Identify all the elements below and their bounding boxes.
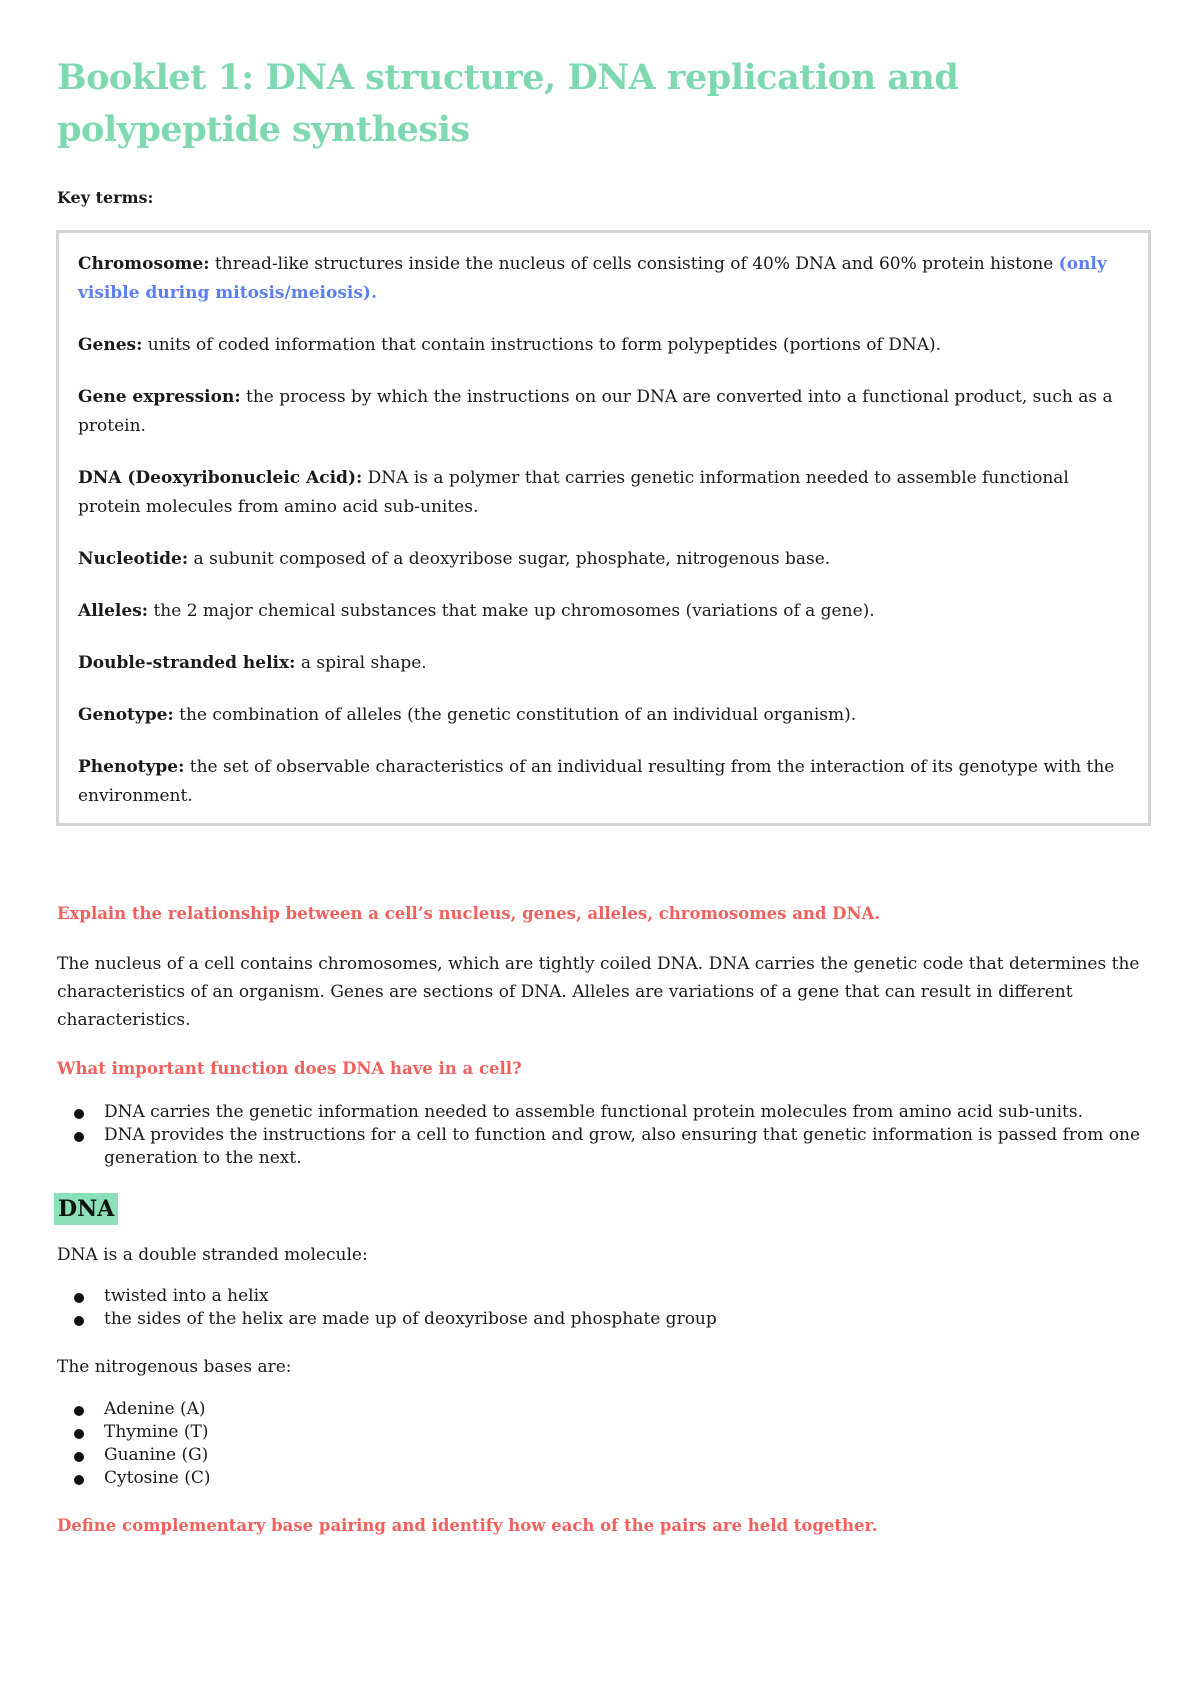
term-phenotype (78, 753, 1130, 811)
dna-section-heading-wrap (57, 1193, 1152, 1225)
list-item: the sides of the helix are made up of deoxyribose and phosphate group (57, 1308, 1152, 1331)
key-terms-label: Key terms: (57, 188, 154, 207)
term-definition: the set of observable characteristics of an individual resulting from the interaction of its genotype with the environment. (78, 757, 1115, 806)
list-item: Guanine (G) (57, 1444, 1152, 1467)
term-alleles (78, 597, 1130, 626)
document-page (57, 52, 1152, 1539)
term-genes (78, 331, 1130, 360)
dna-intro: DNA is a double stranded molecule: (57, 1245, 368, 1265)
bullet-icon (74, 1109, 84, 1119)
term-note: (only visible during mitosis/meiosis). (78, 254, 1107, 303)
term-name: Genotype: (78, 705, 174, 725)
term-name: Phenotype: (78, 757, 185, 777)
bases-list (57, 1398, 1152, 1490)
question-dna-function: What important function does DNA have in a cell? (57, 1059, 522, 1078)
term-nucleotide (78, 545, 1130, 574)
term-definition: units of coded information that contain instructions to form polypeptides (portions of DNA). (142, 335, 942, 355)
list-item: DNA provides the instructions for a cell to function and grow, also ensuring that genetic information is passed from one generation to the next. (57, 1124, 1152, 1170)
bullet-icon (74, 1429, 84, 1439)
term-double-stranded-helix (78, 649, 1130, 678)
bullet-icon (74, 1406, 84, 1416)
dna-structure-list (57, 1285, 1152, 1331)
question-relationship: Explain the relationship between a cell’s nucleus, genes, alleles, chromosomes and DNA. (57, 904, 881, 923)
dna-function-list (57, 1101, 1152, 1170)
term-name: Chromosome: (78, 254, 210, 274)
bullet-icon (74, 1452, 84, 1462)
list-item: DNA carries the genetic information needed to assemble functional protein molecules from amino acid sub-units. (57, 1101, 1152, 1124)
list-item: twisted into a helix (57, 1285, 1152, 1308)
term-definition: the process by which the instructions on our DNA are converted into a functional product, such as a protein. (78, 387, 1113, 436)
bullet-icon (74, 1316, 84, 1326)
term-definition: a spiral shape. (295, 653, 427, 673)
term-name: Double-stranded helix: (78, 653, 296, 673)
term-name: Gene expression: (78, 387, 241, 407)
bullet-icon (74, 1132, 84, 1142)
term-definition: thread-like structures inside the nucleus of cells consisting of 40% DNA and 60% protein histone (209, 254, 1059, 274)
bullet-icon (74, 1293, 84, 1303)
list-item: Cytosine (C) (57, 1467, 1152, 1490)
term-definition: the 2 major chemical substances that make up chromosomes (variations of a gene). (148, 601, 875, 621)
term-definition: the combination of alleles (the genetic constitution of an individual organism). (173, 705, 857, 725)
term-gene-expression (78, 383, 1130, 441)
term-name: DNA (Deoxyribonucleic Acid): (78, 468, 363, 488)
key-terms-box (56, 230, 1151, 826)
page-title: Booklet 1: DNA structure, DNA replication and polypeptide synthesis (57, 57, 959, 150)
term-dna (78, 464, 1130, 522)
list-item: Adenine (A) (57, 1398, 1152, 1421)
bullet-icon (74, 1475, 84, 1485)
term-genotype (78, 701, 1130, 730)
term-name: Genes: (78, 335, 143, 355)
answer-relationship: The nucleus of a cell contains chromosomes, which are tightly coiled DNA. DNA carries the genetic code that determines the characteristics of an organism. Genes are sections of DNA. Alleles are variations of a gene that can result in different characteristics. (57, 954, 1140, 1030)
term-definition: a subunit composed of a deoxyribose sugar, phosphate, nitrogenous base. (188, 549, 831, 569)
term-chromosome (78, 250, 1130, 308)
term-name: Alleles: (78, 601, 149, 621)
section-heading-dna: DNA (54, 1193, 118, 1225)
bases-intro: The nitrogenous bases are: (57, 1357, 292, 1377)
term-definition: DNA is a polymer that carries genetic information needed to assemble functional protein molecules from amino acid sub-unites. (78, 468, 1069, 517)
term-name: Nucleotide: (78, 549, 189, 569)
list-item: Thymine (T) (57, 1421, 1152, 1444)
question-base-pairing: Define complementary base pairing and identify how each of the pairs are held together. (57, 1516, 878, 1535)
